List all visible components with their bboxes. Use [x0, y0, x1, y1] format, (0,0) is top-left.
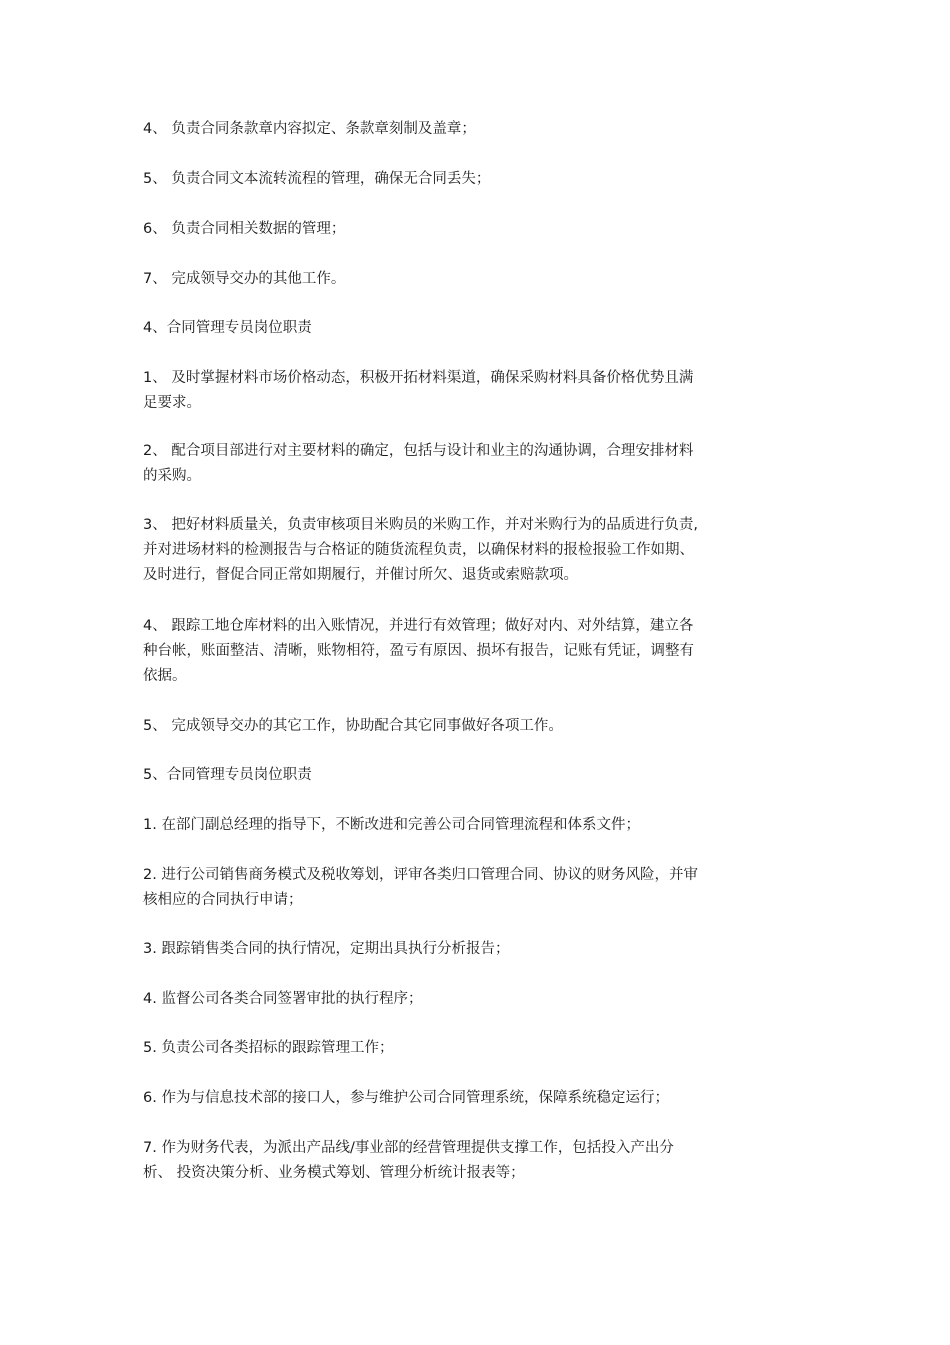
- text-line: 1. 在部门副总经理的指导下，不断改进和完善公司合同管理流程和体系文件；: [143, 817, 640, 833]
- text-line: 7. 作为财务代表，为派出产品线/事业部的经营管理提供支撑工作，包括投入产出分: [143, 1140, 674, 1156]
- text-line: 足要求。: [143, 395, 201, 411]
- paragraph: [143, 813, 758, 838]
- text-line: 5、 负责合同文本流转流程的管理，确保无合同丢失；: [143, 171, 491, 187]
- text-line: 并对进场材料的检测报告与合格证的随货流程负责，以确保材料的报检报验工作如期、: [143, 542, 694, 558]
- paragraph: [143, 863, 758, 913]
- text-line: 3. 跟踪销售类合同的执行情况，定期出具执行分析报告；: [143, 941, 510, 957]
- text-line: 4、合同管理专员岗位职责: [143, 320, 312, 336]
- paragraph: [143, 614, 758, 689]
- paragraph: [143, 513, 758, 588]
- paragraph: [143, 987, 758, 1012]
- text-line: 7、 完成领导交办的其他工作。: [143, 271, 346, 287]
- text-line: 4、 跟踪工地仓库材料的出入账情况，并进行有效管理；做好对内、对外结算，建立各: [143, 618, 694, 634]
- text-line: 3、 把好材料质量关，负责审核项目米购员的米购工作，并对米购行为的品质进行负责,: [143, 517, 698, 533]
- text-line: 析、 投资决策分析、业务模式筹划、管理分析统计报表等；: [143, 1165, 525, 1181]
- text-line: 的采购。: [143, 468, 201, 484]
- text-line: 种台帐，账面整洁、清晰，账物相符，盈亏有原因、损坏有报告，记账有凭证，调整有: [143, 643, 694, 659]
- paragraph: [143, 1036, 758, 1061]
- text-line: 6、 负责合同相关数据的管理；: [143, 221, 346, 237]
- text-line: 依据。: [143, 668, 187, 684]
- paragraph: [143, 1086, 758, 1111]
- text-line: 5. 负责公司各类招标的跟踪管理工作；: [143, 1040, 394, 1056]
- section-heading: [143, 763, 758, 788]
- paragraph: [143, 167, 758, 192]
- text-line: 5、合同管理专员岗位职责: [143, 767, 312, 783]
- text-line: 核相应的合同执行申请；: [143, 892, 303, 908]
- paragraph: [143, 117, 758, 142]
- paragraph: [143, 1136, 758, 1186]
- paragraph: [143, 366, 758, 416]
- section-heading: [143, 316, 758, 341]
- text-line: 及时进行，督促合同正常如期履行，并催讨所欠、退货或索赔款项。: [143, 567, 578, 583]
- text-line: 4. 监督公司各类合同签署审批的执行程序；: [143, 991, 423, 1007]
- text-line: 2、 配合项目部进行对主要材料的确定，包括与设计和业主的沟通协调，合理安排材料: [143, 443, 694, 459]
- text-line: 1、 及时掌握材料市场价格动态，积极开拓材料渠道，确保采购材料具备价格优势且满: [143, 370, 694, 386]
- text-line: 2. 进行公司销售商务模式及税收筹划，评审各类归口管理合同、协议的财务风险，并审: [143, 867, 698, 883]
- text-line: 6. 作为与信息技术部的接口人，参与维护公司合同管理系统，保障系统稳定运行；: [143, 1090, 669, 1106]
- paragraph: [143, 267, 758, 292]
- paragraph: [143, 714, 758, 739]
- paragraph: [143, 217, 758, 242]
- text-line: 4、 负责合同条款章内容拟定、条款章刻制及盖章；: [143, 121, 476, 137]
- paragraph: [143, 937, 758, 962]
- text-line: 5、 完成领导交办的其它工作，协助配合其它同事做好各项工作。: [143, 718, 563, 734]
- paragraph: [143, 439, 758, 489]
